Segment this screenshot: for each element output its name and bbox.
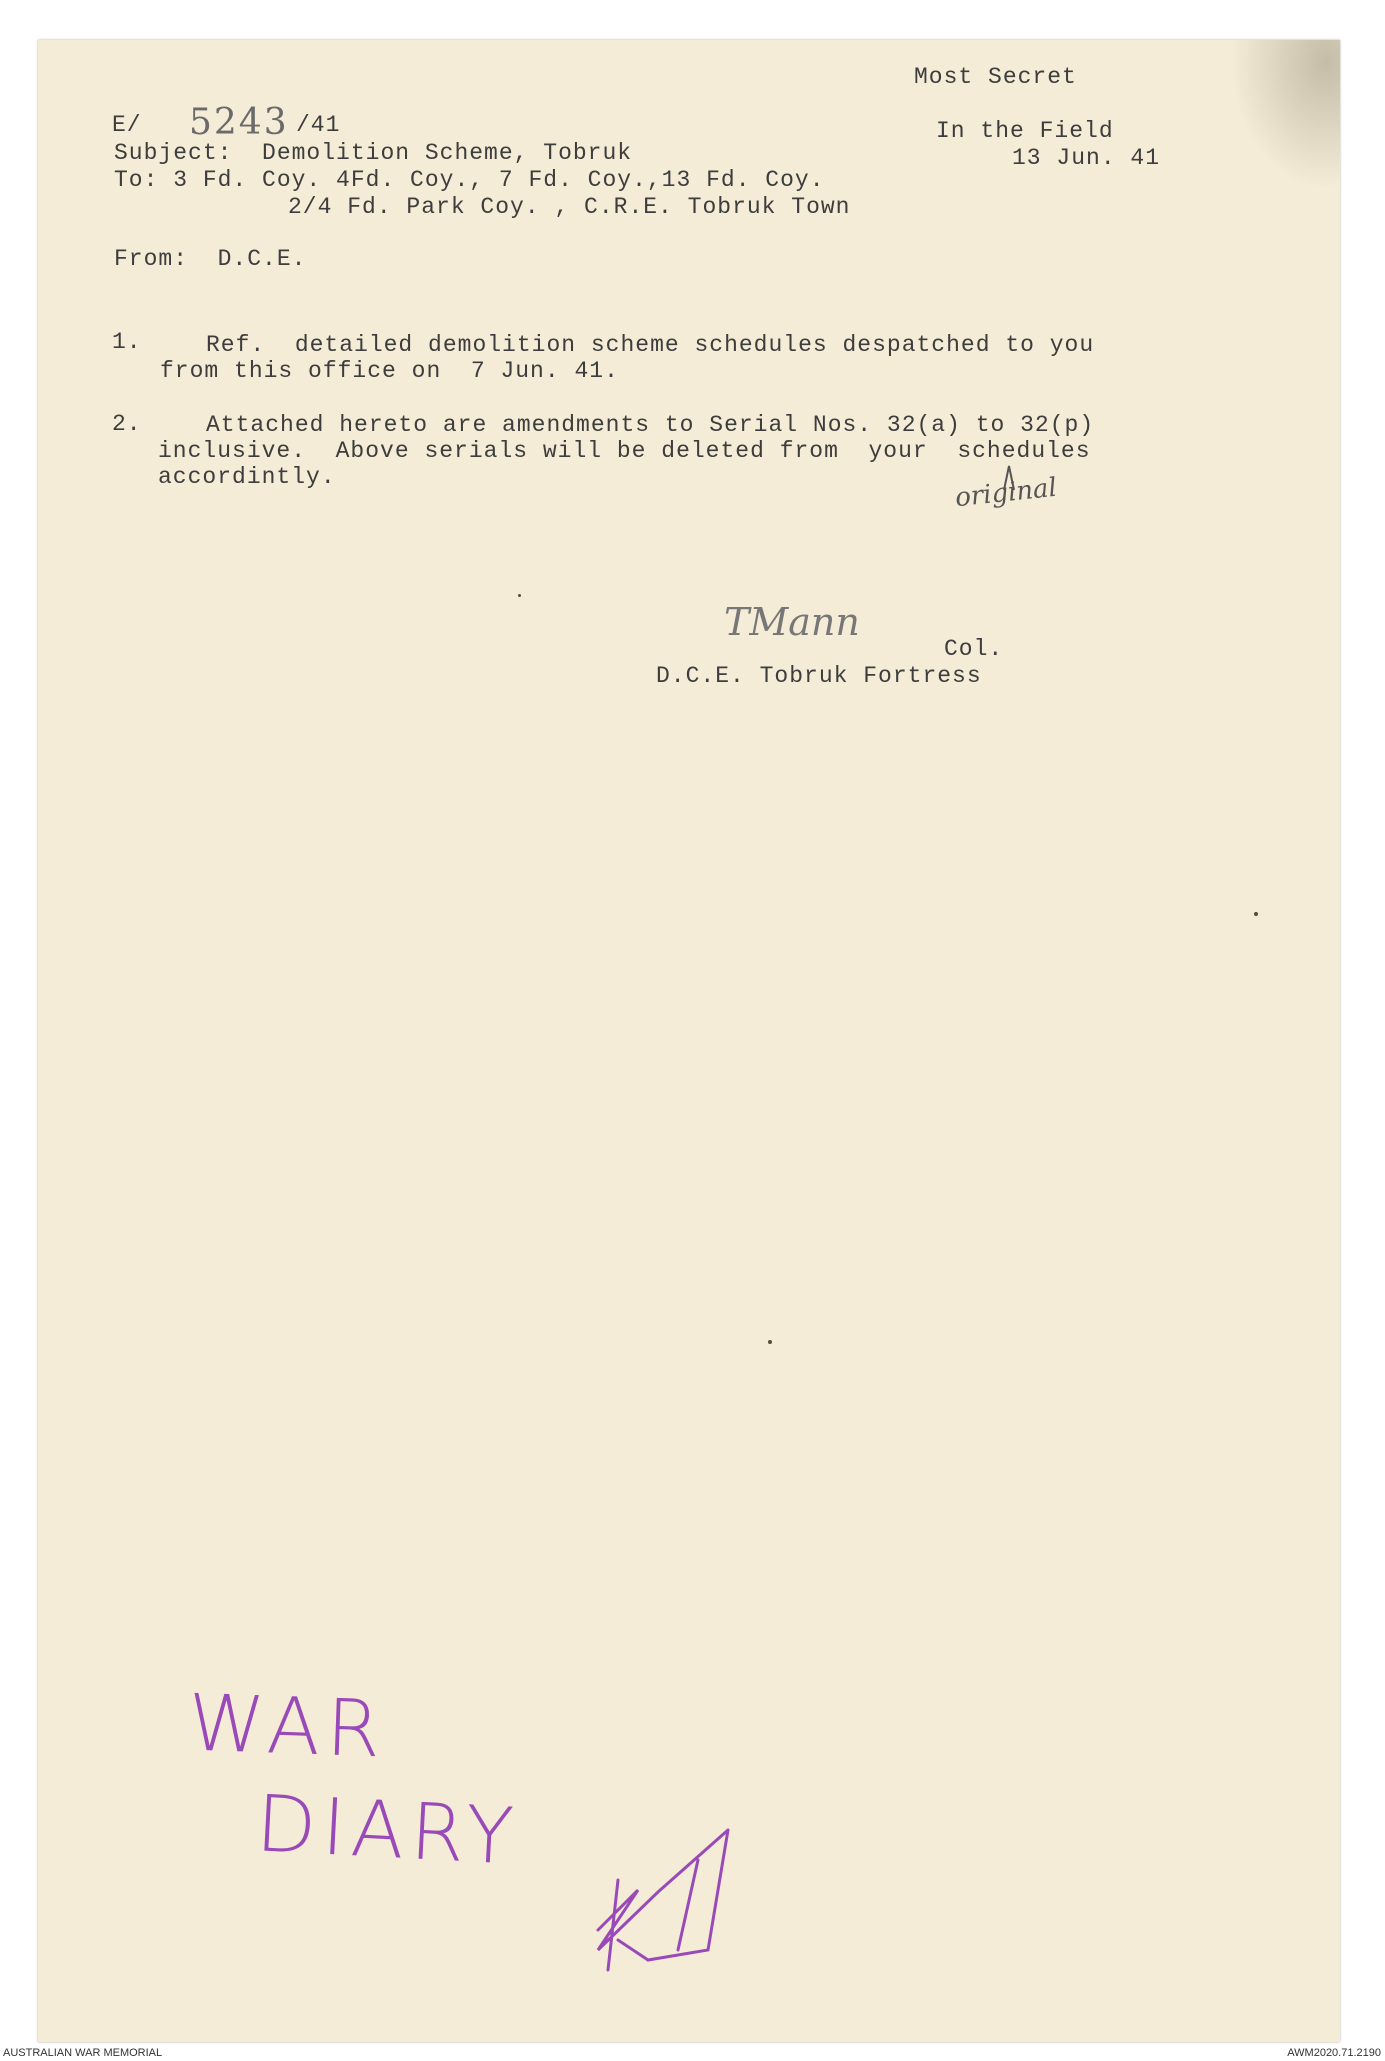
para-1-line-2: from this office on 7 Jun. 41.: [160, 358, 619, 384]
signature: TMann: [724, 600, 860, 644]
ref-suffix: /41: [296, 112, 341, 138]
para-1-line-1: Ref. detailed demolition scheme schedules despatched to you: [206, 332, 1095, 358]
classification: Most Secret: [914, 64, 1077, 90]
war-diary-stamp-line-2: DIARY: [253, 1779, 522, 1883]
rank: Col.: [944, 636, 1004, 662]
para-2-line-3: accordintly.: [158, 464, 336, 490]
ref-prefix: E/: [112, 112, 142, 138]
document-page: [38, 40, 1340, 2042]
footer-accession: AWM2020.71.2190: [1287, 2047, 1381, 2059]
war-diary-stamp-line-1: WAR: [186, 1678, 388, 1776]
to-line-1: To: 3 Fd. Coy. 4Fd. Coy., 7 Fd. Coy.,13 Fd. Coy.: [114, 167, 825, 193]
subject-line: Subject: Demolition Scheme, Tobruk: [114, 140, 633, 166]
initials-mark-icon: [578, 1800, 768, 1980]
ref-number: 5243: [189, 102, 289, 143]
paper-speck: [518, 594, 521, 597]
handwritten-insert: original: [953, 472, 1059, 514]
para-2-line-1: Attached hereto are amendments to Serial Nos. 32(a) to 32(p): [206, 412, 1095, 438]
signatory: D.C.E. Tobruk Fortress: [656, 663, 982, 689]
place: In the Field: [936, 118, 1114, 144]
para-1-number: 1.: [112, 329, 142, 355]
from-line: From: D.C.E.: [114, 246, 307, 272]
footer-source: AUSTRALIAN WAR MEMORIAL: [3, 2047, 163, 2059]
insertion-caret-icon: [1002, 462, 1016, 492]
to-line-2: 2/4 Fd. Park Coy. , C.R.E. Tobruk Town: [288, 194, 851, 220]
para-2-line-2: inclusive. Above serials will be deleted from your schedules: [158, 438, 1091, 464]
paper-speck: [768, 1340, 772, 1344]
para-2-number: 2.: [112, 411, 142, 437]
paper-speck: [1254, 912, 1258, 916]
date: 13 Jun. 41: [1012, 145, 1161, 171]
